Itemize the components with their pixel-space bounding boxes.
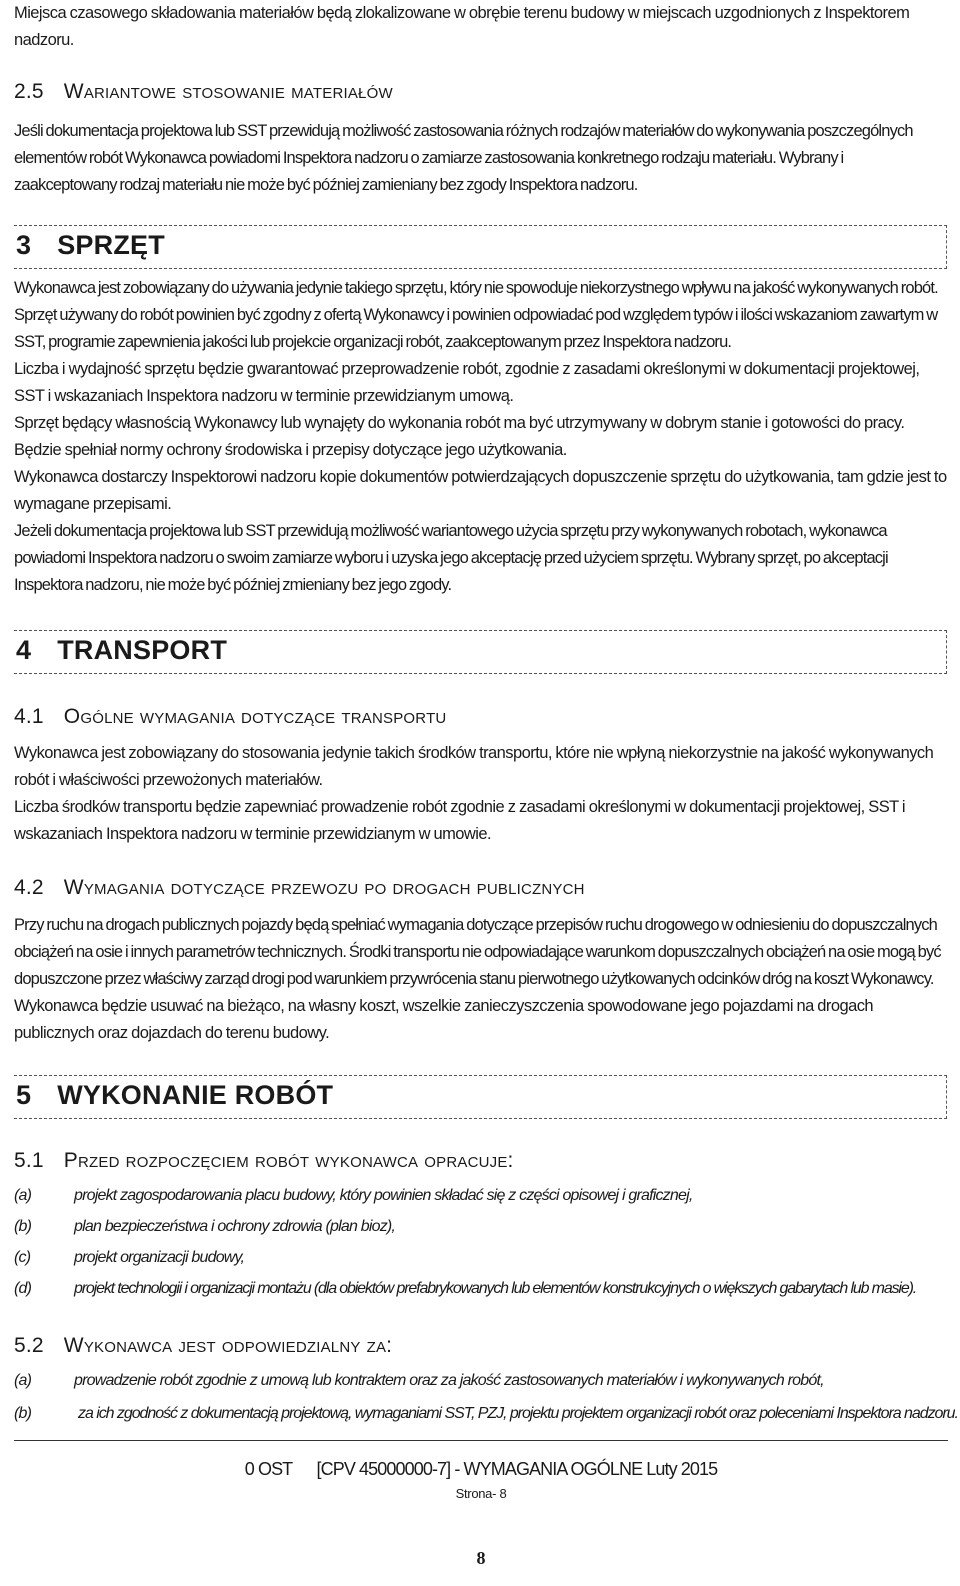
section-number: 4.1 xyxy=(14,705,44,728)
footer-divider xyxy=(14,1440,948,1441)
section-heading-4 xyxy=(14,630,947,674)
section-heading-5-2 xyxy=(14,1334,392,1358)
page-number: 8 xyxy=(476,1548,486,1568)
section-number: 5.1 xyxy=(14,1149,44,1172)
paragraph: Liczba i wydajność sprzętu będzie gwarantować przeprowadzenie robót, zgodnie z zasadami określonymi w dokumentacji projektowej, SST i wskazaniach Inspektora nadzoru w terminie przewidzianym umową. xyxy=(14,360,920,405)
list-label: (a) xyxy=(14,1372,32,1389)
footer-page-label: Strona- 8 xyxy=(455,1486,507,1501)
list-label: (d) xyxy=(14,1280,32,1297)
list-text: projekt technologii i organizacji montażu (dla obiektów prefabrykowanych lub elementów konstrukcyjnych o większych gabarytach lub masie). xyxy=(74,1280,917,1297)
section-title: Przed rozpoczęciem robót wykonawca opracuje: xyxy=(63,1149,514,1172)
section-title: Wykonawca jest odpowiedzialny za: xyxy=(63,1334,393,1357)
list-label: (a) xyxy=(14,1187,32,1204)
section-number: 5.2 xyxy=(14,1334,44,1357)
section-heading-4-2 xyxy=(14,876,585,900)
paragraph: Sprzęt będący własnością Wykonawcy lub wynajęty do wykonania robót ma być utrzymywany w dobrym stanie i gotowości do pracy. Będzie spełniał normy ochrony środowiska i przepisy dotyczące jego użytkowania. xyxy=(14,414,905,459)
section-4-2-body xyxy=(14,912,948,1047)
section-heading-5 xyxy=(14,1075,947,1119)
list-text: prowadzenie robót zgodnie z umową lub kontraktem oraz za jakość zastosowanych materiałów i wykonywanych robót, xyxy=(74,1372,824,1389)
section-heading-5-1 xyxy=(14,1149,514,1173)
list-text: plan bezpieczeństwa i ochrony zdrowia (plan bioz), xyxy=(74,1218,396,1235)
list-text: projekt organizacji budowy, xyxy=(74,1249,245,1266)
list-label: (b) xyxy=(14,1218,32,1235)
section-title: SPRZĘT xyxy=(57,230,165,260)
paragraph: Wykonawca będzie usuwać na bieżąco, na własny koszt, wszelkie zanieczyszczenia spowodowane jego pojazdami na drogach publicznych oraz dojazdach do terenu budowy. xyxy=(14,997,874,1042)
section-title: WYKONANIE ROBÓT xyxy=(57,1080,334,1110)
footer-title: 0 OST [CPV 45000000-7] - WYMAGANIA OGÓLNE Luty 2015 xyxy=(244,1459,718,1479)
paragraph: Wykonawca dostarczy Inspektorowi nadzoru kopie dokumentów potwierdzających dopuszczenie sprzętu do użytkowania, tam gdzie jest to wymagane przepisami. xyxy=(14,468,947,513)
section-number: 4.2 xyxy=(14,876,44,899)
section-4-1-body xyxy=(14,740,948,848)
list-label: (c) xyxy=(14,1249,31,1266)
section-3-body xyxy=(14,275,948,599)
section-number: 2.5 xyxy=(14,80,44,103)
section-number: 3 xyxy=(16,230,32,260)
section-title: Wariantowe stosowanie materiałów xyxy=(63,80,393,103)
paragraph: Przy ruchu na drogach publicznych pojazdy będą spełniać wymagania dotyczące przepisów ruchu drogowego w odniesieniu do dopuszczalnych obciążeń na osie i innych parametrów technicznych. Środki transportu nie odpowiadające warunkom dopuszczalnych obciążeń na osie mogą być dopuszczone przez właściwy zarząd drogi pod warunkiem przywrócenia stanu pierwotnego użytkowanych odcinków dróg na koszt Wykonawcy. xyxy=(14,916,941,988)
section-title: TRANSPORT xyxy=(57,635,228,665)
list-label: (b) xyxy=(14,1405,32,1422)
section-heading-3 xyxy=(14,225,947,269)
section-title: Ogólne wymagania dotyczące transportu xyxy=(63,705,447,728)
paragraph: Wykonawca jest zobowiązany do stosowania jedynie takich środków transportu, które nie wpłyną niekorzystnie na jakość wykonywanych robót i właściwości przewożonych materiałów. xyxy=(14,744,934,789)
section-title: Wymagania dotyczące przewozu po drogach publicznych xyxy=(63,876,585,899)
section-2-5-body xyxy=(14,118,948,199)
paragraph: Miejsca czasowego składowania materiałów będą zlokalizowane w obrębie terenu budowy w miejscach uzgodnionych z Inspektorem nadzoru. xyxy=(14,4,910,49)
paragraph: Wykonawca jest zobowiązany do używania jedynie takiego sprzętu, który nie spowoduje niekorzystnego wpływu na jakość wykonywanych robót. Sprzęt używany do robót powinien być zgodny z ofertą Wykonawcy i powinien odpowiadać pod względem typów i ilości wskazaniom zawartym w SST, programie zapewnienia jakości lub projekcie organizacji robót, zaakceptowanym przez Inspektora nadzoru. xyxy=(14,279,938,351)
paragraph: Jeśli dokumentacja projektowa lub SST przewidują możliwość zastosowania różnych rodzajów materiałów do wykonywania poszczególnych elementów robót Wykonawca powiadomi Inspektora nadzoru o zamiarze zastosowania konkretnego rodzaju materiału. Wybrany i zaakceptowany rodzaj materiału nie może być później zamieniany bez zgody Inspektora nadzoru. xyxy=(14,122,913,194)
section-number: 5 xyxy=(16,1080,32,1110)
paragraph: Liczba środków transportu będzie zapewniać prowadzenie robót zgodnie z zasadami określonymi w dokumentacji projektowej, SST i wskazaniach Inspektora nadzoru w terminie przewidzianym w umowie. xyxy=(14,798,906,843)
list-text: projekt zagospodarowania placu budowy, który powinien składać się z części opisowej i graficznej, xyxy=(74,1187,693,1204)
section-number: 4 xyxy=(16,635,32,665)
section-heading-4-1 xyxy=(14,705,446,729)
section-heading-2-5 xyxy=(14,80,393,104)
paragraph: Jeżeli dokumentacja projektowa lub SST przewidują możliwość wariantowego użycia sprzętu przy wykonywanych robotach, wykonawca powiadomi Inspektora nadzoru o swoim zamiarze wyboru i uzyska jego akceptację przed użyciem sprzętu. Wybrany sprzęt, po akceptacji Inspektora nadzoru, nie może być później zmieniany bez jego zgody. xyxy=(14,522,888,594)
intro-section xyxy=(14,0,948,54)
list-text: za ich zgodność z dokumentacją projektową, wymaganiami SST, PZJ, projektu projektem organizacji robót oraz poleceniami Inspektora nadzoru. xyxy=(78,1405,958,1422)
